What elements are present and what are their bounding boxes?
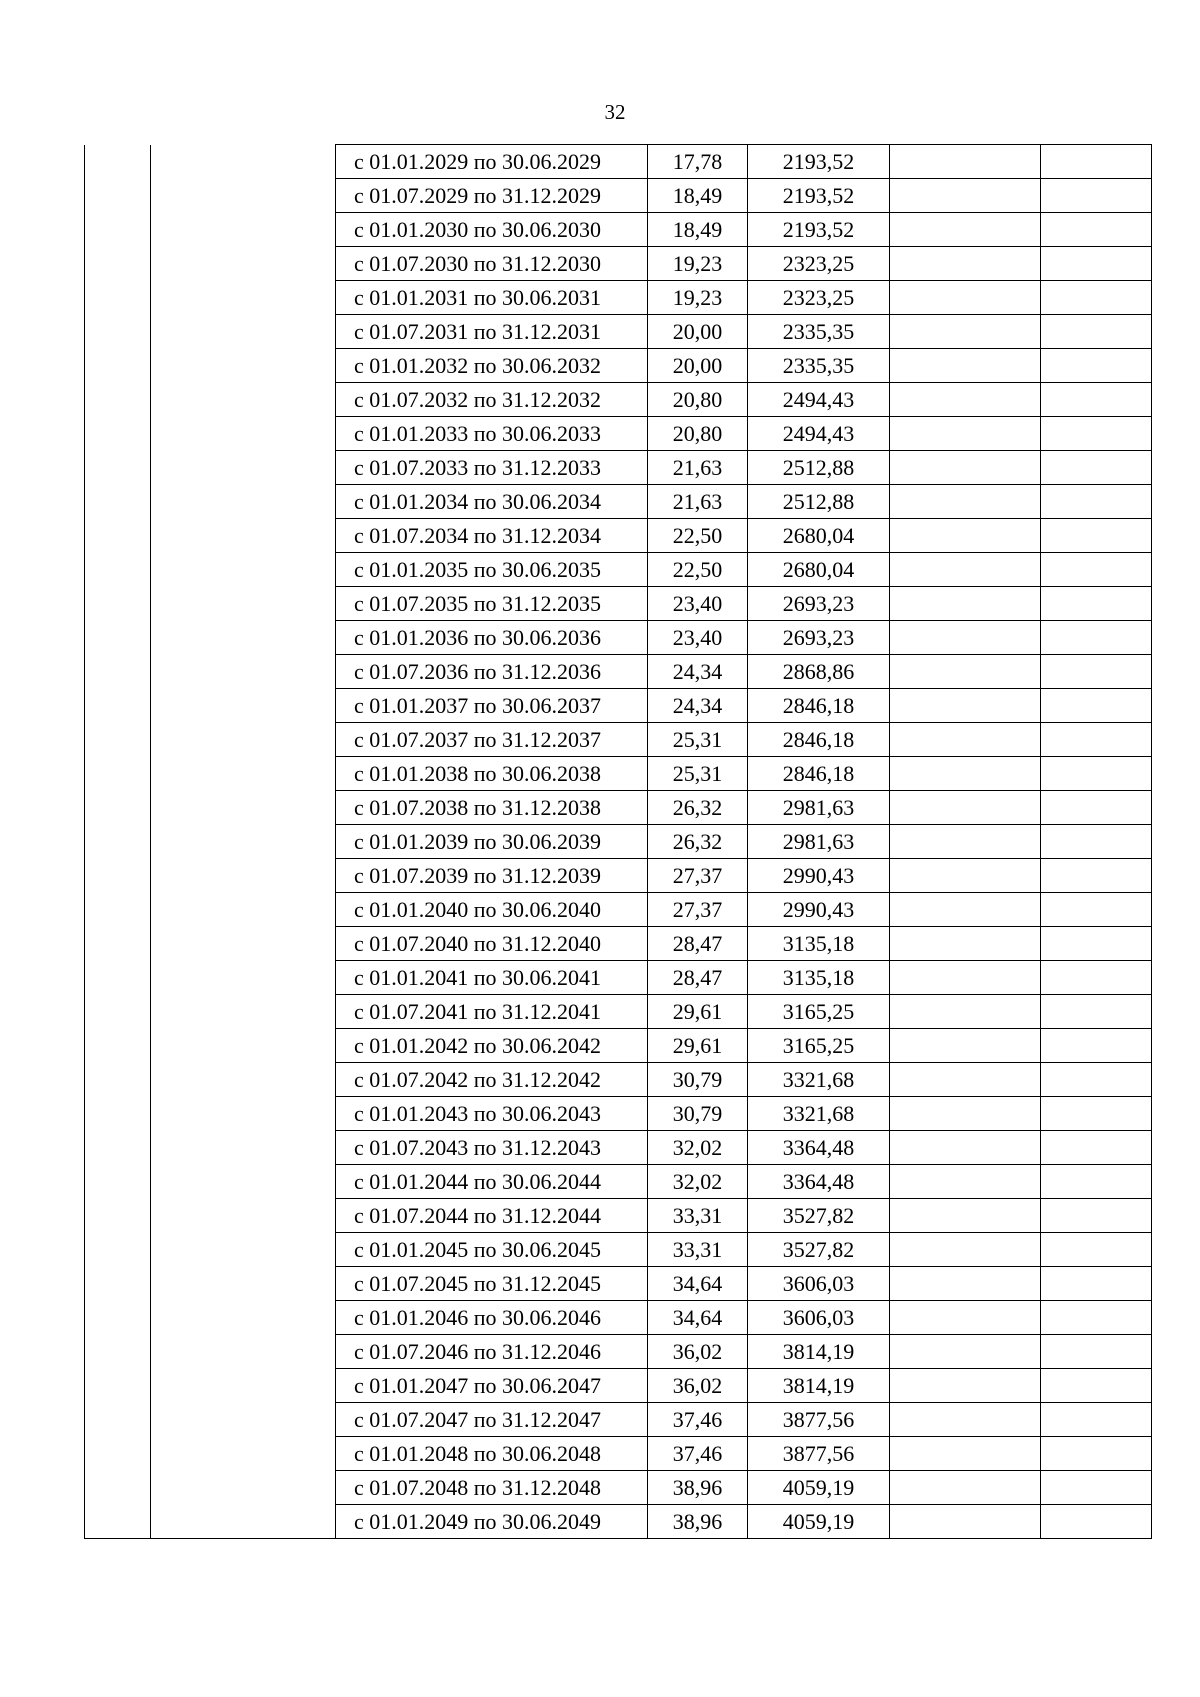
extra-cell-2 [1041, 655, 1152, 689]
value-cell: 2680,04 [748, 519, 890, 553]
period-cell: с 01.01.2032 по 30.06.2032 [336, 349, 648, 383]
rate-cell: 20,80 [648, 417, 748, 451]
rate-cell: 20,00 [648, 315, 748, 349]
extra-cell-1 [890, 689, 1041, 723]
period-cell: с 01.01.2044 по 30.06.2044 [336, 1165, 648, 1199]
rate-cell: 25,31 [648, 723, 748, 757]
extra-cell-1 [890, 1233, 1041, 1267]
rate-cell: 25,31 [648, 757, 748, 791]
value-cell: 2494,43 [748, 383, 890, 417]
rate-cell: 17,78 [648, 145, 748, 179]
value-cell: 2323,25 [748, 247, 890, 281]
value-cell: 2335,35 [748, 349, 890, 383]
period-cell: с 01.07.2036 по 31.12.2036 [336, 655, 648, 689]
extra-cell-2 [1041, 451, 1152, 485]
rate-cell: 33,31 [648, 1233, 748, 1267]
extra-cell-2 [1041, 281, 1152, 315]
rate-cell: 29,61 [648, 1029, 748, 1063]
extra-cell-2 [1041, 417, 1152, 451]
extra-cell-2 [1041, 961, 1152, 995]
extra-cell-2 [1041, 825, 1152, 859]
period-cell: с 01.01.2047 по 30.06.2047 [336, 1369, 648, 1403]
period-cell: с 01.01.2036 по 30.06.2036 [336, 621, 648, 655]
value-cell: 3877,56 [748, 1403, 890, 1437]
period-cell: с 01.07.2048 по 31.12.2048 [336, 1471, 648, 1505]
period-cell: с 01.01.2046 по 30.06.2046 [336, 1301, 648, 1335]
value-cell: 3606,03 [748, 1267, 890, 1301]
value-cell: 4059,19 [748, 1471, 890, 1505]
value-cell: 2846,18 [748, 757, 890, 791]
period-cell: с 01.07.2047 по 31.12.2047 [336, 1403, 648, 1437]
period-cell: с 01.01.2037 по 30.06.2037 [336, 689, 648, 723]
extra-cell-2 [1041, 349, 1152, 383]
extra-cell-2 [1041, 757, 1152, 791]
period-cell: с 01.07.2033 по 31.12.2033 [336, 451, 648, 485]
extra-cell-1 [890, 1403, 1041, 1437]
period-cell: с 01.01.2040 по 30.06.2040 [336, 893, 648, 927]
extra-cell-2 [1041, 1403, 1152, 1437]
value-cell: 2193,52 [748, 179, 890, 213]
value-cell: 3135,18 [748, 927, 890, 961]
extra-cell-1 [890, 1505, 1041, 1539]
extra-cell-1 [890, 145, 1041, 179]
rate-cell: 33,31 [648, 1199, 748, 1233]
extra-cell-1 [890, 655, 1041, 689]
value-cell: 3165,25 [748, 995, 890, 1029]
value-cell: 3135,18 [748, 961, 890, 995]
value-cell: 3877,56 [748, 1437, 890, 1471]
extra-cell-2 [1041, 927, 1152, 961]
extra-cell-2 [1041, 1369, 1152, 1403]
period-cell: с 01.01.2045 по 30.06.2045 [336, 1233, 648, 1267]
extra-cell-2 [1041, 383, 1152, 417]
period-cell: с 01.07.2030 по 31.12.2030 [336, 247, 648, 281]
extra-cell-2 [1041, 485, 1152, 519]
period-cell: с 01.01.2048 по 30.06.2048 [336, 1437, 648, 1471]
extra-cell-2 [1041, 723, 1152, 757]
rate-cell: 30,79 [648, 1063, 748, 1097]
value-cell: 2512,88 [748, 485, 890, 519]
extra-cell-2 [1041, 519, 1152, 553]
rate-cell: 19,23 [648, 247, 748, 281]
extra-cell-2 [1041, 1131, 1152, 1165]
rate-cell: 32,02 [648, 1165, 748, 1199]
rate-cell: 38,96 [648, 1471, 748, 1505]
extra-cell-1 [890, 1131, 1041, 1165]
rate-cell: 26,32 [648, 825, 748, 859]
rate-cell: 20,80 [648, 383, 748, 417]
value-cell: 4059,19 [748, 1505, 890, 1539]
extra-cell-2 [1041, 1165, 1152, 1199]
period-cell: с 01.01.2029 по 30.06.2029 [336, 145, 648, 179]
extra-cell-2 [1041, 1233, 1152, 1267]
rate-cell: 18,49 [648, 179, 748, 213]
extra-cell-1 [890, 1437, 1041, 1471]
value-cell: 3527,82 [748, 1233, 890, 1267]
extra-cell-1 [890, 383, 1041, 417]
extra-cell-1 [890, 791, 1041, 825]
rate-cell: 34,64 [648, 1301, 748, 1335]
period-cell: с 01.01.2049 по 30.06.2049 [336, 1505, 648, 1539]
value-cell: 3527,82 [748, 1199, 890, 1233]
extra-cell-2 [1041, 247, 1152, 281]
period-cell: с 01.01.2039 по 30.06.2039 [336, 825, 648, 859]
rate-cell: 19,23 [648, 281, 748, 315]
extra-cell-1 [890, 1301, 1041, 1335]
extra-cell-2 [1041, 893, 1152, 927]
table-body [85, 145, 1152, 1539]
extra-cell-1 [890, 723, 1041, 757]
extra-cell-1 [890, 1267, 1041, 1301]
period-cell: с 01.07.2046 по 31.12.2046 [336, 1335, 648, 1369]
extra-cell-2 [1041, 145, 1152, 179]
period-cell: с 01.07.2029 по 31.12.2029 [336, 179, 648, 213]
extra-cell-1 [890, 1097, 1041, 1131]
extra-cell-1 [890, 927, 1041, 961]
extra-cell-2 [1041, 689, 1152, 723]
rate-cell: 37,46 [648, 1437, 748, 1471]
rate-cell: 20,00 [648, 349, 748, 383]
extra-cell-1 [890, 417, 1041, 451]
value-cell: 2846,18 [748, 723, 890, 757]
rate-cell: 26,32 [648, 791, 748, 825]
period-cell: с 01.01.2035 по 30.06.2035 [336, 553, 648, 587]
value-cell: 3364,48 [748, 1131, 890, 1165]
extra-cell-2 [1041, 791, 1152, 825]
rate-cell: 37,46 [648, 1403, 748, 1437]
rate-cell: 38,96 [648, 1505, 748, 1539]
extra-cell-1 [890, 349, 1041, 383]
extra-cell-1 [890, 859, 1041, 893]
value-cell: 3814,19 [748, 1369, 890, 1403]
row-number-cell [85, 145, 151, 1539]
period-cell: с 01.01.2043 по 30.06.2043 [336, 1097, 648, 1131]
extra-cell-2 [1041, 553, 1152, 587]
value-cell: 3364,48 [748, 1165, 890, 1199]
extra-cell-2 [1041, 1301, 1152, 1335]
period-cell: с 01.07.2031 по 31.12.2031 [336, 315, 648, 349]
extra-cell-1 [890, 961, 1041, 995]
extra-cell-2 [1041, 587, 1152, 621]
extra-cell-2 [1041, 621, 1152, 655]
extra-cell-1 [890, 213, 1041, 247]
value-cell: 2990,43 [748, 859, 890, 893]
period-cell: с 01.07.2037 по 31.12.2037 [336, 723, 648, 757]
table-container [84, 144, 1152, 1539]
period-cell: с 01.07.2035 по 31.12.2035 [336, 587, 648, 621]
extra-cell-1 [890, 1199, 1041, 1233]
value-cell: 2680,04 [748, 553, 890, 587]
value-cell: 2981,63 [748, 825, 890, 859]
rate-cell: 34,64 [648, 1267, 748, 1301]
period-cell: с 01.07.2034 по 31.12.2034 [336, 519, 648, 553]
extra-cell-1 [890, 519, 1041, 553]
extra-cell-2 [1041, 1063, 1152, 1097]
extra-cell-1 [890, 247, 1041, 281]
extra-cell-1 [890, 893, 1041, 927]
extra-cell-2 [1041, 1505, 1152, 1539]
extra-cell-2 [1041, 859, 1152, 893]
period-cell: с 01.01.2034 по 30.06.2034 [336, 485, 648, 519]
period-cell: с 01.07.2038 по 31.12.2038 [336, 791, 648, 825]
rate-cell: 27,37 [648, 859, 748, 893]
value-cell: 2494,43 [748, 417, 890, 451]
rate-cell: 24,34 [648, 655, 748, 689]
extra-cell-1 [890, 1165, 1041, 1199]
rate-cell: 23,40 [648, 621, 748, 655]
extra-cell-2 [1041, 995, 1152, 1029]
extra-cell-2 [1041, 213, 1152, 247]
period-cell: с 01.07.2039 по 31.12.2039 [336, 859, 648, 893]
extra-cell-2 [1041, 1267, 1152, 1301]
period-cell: с 01.01.2041 по 30.06.2041 [336, 961, 648, 995]
table-row [85, 145, 1152, 179]
extra-cell-1 [890, 995, 1041, 1029]
extra-cell-2 [1041, 1097, 1152, 1131]
extra-cell-1 [890, 179, 1041, 213]
rate-cell: 36,02 [648, 1369, 748, 1403]
extra-cell-1 [890, 451, 1041, 485]
extra-cell-2 [1041, 1029, 1152, 1063]
value-cell: 2335,35 [748, 315, 890, 349]
value-cell: 3321,68 [748, 1097, 890, 1131]
value-cell: 2193,52 [748, 213, 890, 247]
value-cell: 3814,19 [748, 1335, 890, 1369]
rate-cell: 22,50 [648, 553, 748, 587]
extra-cell-1 [890, 587, 1041, 621]
extra-cell-1 [890, 825, 1041, 859]
rate-cell: 28,47 [648, 961, 748, 995]
extra-cell-1 [890, 1029, 1041, 1063]
rate-cell: 29,61 [648, 995, 748, 1029]
period-cell: с 01.07.2042 по 31.12.2042 [336, 1063, 648, 1097]
rate-cell: 30,79 [648, 1097, 748, 1131]
rate-cell: 28,47 [648, 927, 748, 961]
extra-cell-1 [890, 315, 1041, 349]
rate-cell: 21,63 [648, 451, 748, 485]
period-cell: с 01.07.2044 по 31.12.2044 [336, 1199, 648, 1233]
value-cell: 2193,52 [748, 145, 890, 179]
value-cell: 2981,63 [748, 791, 890, 825]
value-cell: 2846,18 [748, 689, 890, 723]
value-cell: 2512,88 [748, 451, 890, 485]
value-cell: 2693,23 [748, 587, 890, 621]
rate-cell: 32,02 [648, 1131, 748, 1165]
value-cell: 2868,86 [748, 655, 890, 689]
period-cell: с 01.07.2045 по 31.12.2045 [336, 1267, 648, 1301]
extra-cell-2 [1041, 1437, 1152, 1471]
period-cell: с 01.01.2033 по 30.06.2033 [336, 417, 648, 451]
extra-cell-2 [1041, 1199, 1152, 1233]
rate-cell: 36,02 [648, 1335, 748, 1369]
rate-cell: 23,40 [648, 587, 748, 621]
extra-cell-1 [890, 1471, 1041, 1505]
extra-cell-1 [890, 621, 1041, 655]
extra-cell-1 [890, 1063, 1041, 1097]
tariff-table [84, 144, 1152, 1539]
extra-cell-2 [1041, 1335, 1152, 1369]
extra-cell-2 [1041, 179, 1152, 213]
value-cell: 2323,25 [748, 281, 890, 315]
extra-cell-2 [1041, 315, 1152, 349]
period-cell: с 01.01.2038 по 30.06.2038 [336, 757, 648, 791]
value-cell: 3165,25 [748, 1029, 890, 1063]
value-cell: 3606,03 [748, 1301, 890, 1335]
extra-cell-1 [890, 281, 1041, 315]
extra-cell-2 [1041, 1471, 1152, 1505]
category-cell [151, 145, 336, 1539]
extra-cell-1 [890, 485, 1041, 519]
extra-cell-1 [890, 553, 1041, 587]
period-cell: с 01.07.2040 по 31.12.2040 [336, 927, 648, 961]
value-cell: 2693,23 [748, 621, 890, 655]
period-cell: с 01.01.2031 по 30.06.2031 [336, 281, 648, 315]
rate-cell: 18,49 [648, 213, 748, 247]
period-cell: с 01.01.2042 по 30.06.2042 [336, 1029, 648, 1063]
period-cell: с 01.07.2032 по 31.12.2032 [336, 383, 648, 417]
rate-cell: 21,63 [648, 485, 748, 519]
rate-cell: 22,50 [648, 519, 748, 553]
period-cell: с 01.07.2041 по 31.12.2041 [336, 995, 648, 1029]
extra-cell-1 [890, 1369, 1041, 1403]
value-cell: 3321,68 [748, 1063, 890, 1097]
value-cell: 2990,43 [748, 893, 890, 927]
extra-cell-1 [890, 1335, 1041, 1369]
rate-cell: 24,34 [648, 689, 748, 723]
extra-cell-1 [890, 757, 1041, 791]
page-number: 32 [604, 100, 626, 124]
period-cell: с 01.01.2030 по 30.06.2030 [336, 213, 648, 247]
period-cell: с 01.07.2043 по 31.12.2043 [336, 1131, 648, 1165]
rate-cell: 27,37 [648, 893, 748, 927]
